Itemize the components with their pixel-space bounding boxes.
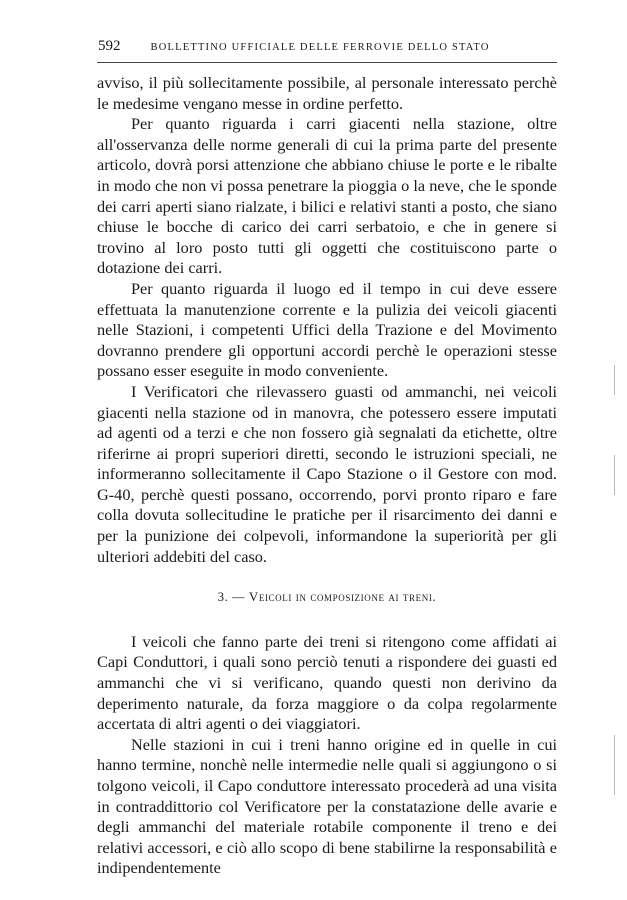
- scan-edge-mark: [614, 735, 615, 795]
- scan-edge-mark: [614, 365, 615, 395]
- scan-edge-mark: [614, 455, 615, 495]
- page-header: [98, 38, 554, 55]
- paragraph: I Verificatori che rilevassero guasti od ammanchi, nei veicoli giacenti nella stazione od in manovra, che potessero essere imputati ad agenti od a terzi e che non fossero già segnalati da etichette, oltre riferirne ai propri superiori diretti, secondo le istruzioni speciali, ne informeranno sollecitamente il Capo Stazione o il Gestore con mod. G-40, perchè questi possano, occorrendo, porvi pronto riparo e fare colla dovuta sollecitudine le pratiche per il risarcimento dei danni e per la punizione dei colpevoli, informandone la superiorità per gli ulteriori addebiti del caso.: [97, 381, 557, 566]
- header-rule: [97, 62, 557, 63]
- body-text: [97, 73, 557, 879]
- section-title: Veicoli in composizione ai treni.: [248, 589, 437, 605]
- running-title: BOLLETTINO UFFICIALE DELLE FERROVIE DELLO STATO: [150, 42, 490, 53]
- paragraph-continued: avviso, il più sollecitamente possibile, al personale interessato perchè le medesime vengano messe in ordine perfetto.: [97, 73, 557, 113]
- paragraph: I veicoli che fanno parte dei treni si ritengono come affidati ai Capi Conduttori, i quali sono perciò tenuti a rispondere dei guasti ed ammanchi che vi si verificano, quando questi non derivino da deperimento naturale, da forza maggiore o da colpa regolarmente accertata di altri agenti o dei viaggiatori.: [97, 631, 557, 734]
- paragraph: Per quanto riguarda il luogo ed il tempo in cui deve essere effettuata la manutenzione corrente e la pulizia dei veicoli giacenti nelle Stazioni, i competenti Uffici della Trazione e del Movimento dovranno prendere gli opportuni accordi perchè le operazioni stesse possano esser eseguite in modo conveniente.: [97, 278, 557, 381]
- paragraph: Nelle stazioni in cui i treni hanno origine ed in quelle in cui hanno termine, nonchè nelle intermedie nelle quali si aggiungono o si tolgono veicoli, il Capo conduttore interessato procederà ad una visita in contraddittorio col Verificatore per la constatazione delle avarie e degli ammanchi del materiale rotabile componente il treno e dei relativi accessori, e ciò allo scopo di bene stabilirne la responsabilità e indipendentemente: [97, 734, 557, 878]
- section-heading: [97, 587, 557, 608]
- page-number: 592: [98, 38, 121, 54]
- section-number: 3. —: [217, 590, 246, 605]
- paragraph: Per quanto riguarda i carri giacenti nella stazione, oltre all'osservanza delle norme generali di cui la prima parte del presente articolo, dovrà porsi attenzione che abbiano chiuse le porte e le ribalte in modo che non vi possa penetrare la pioggia o la neve, che le sponde dei carri aperti siano rialzate, i bilici e relativi stanti a posto, che siano chiuse le bocche di carico dei carri serbatoio, e che in genere si trovino al loro posto tutti gli oggetti che costituiscono parte o dotazione dei carri.: [97, 114, 557, 278]
